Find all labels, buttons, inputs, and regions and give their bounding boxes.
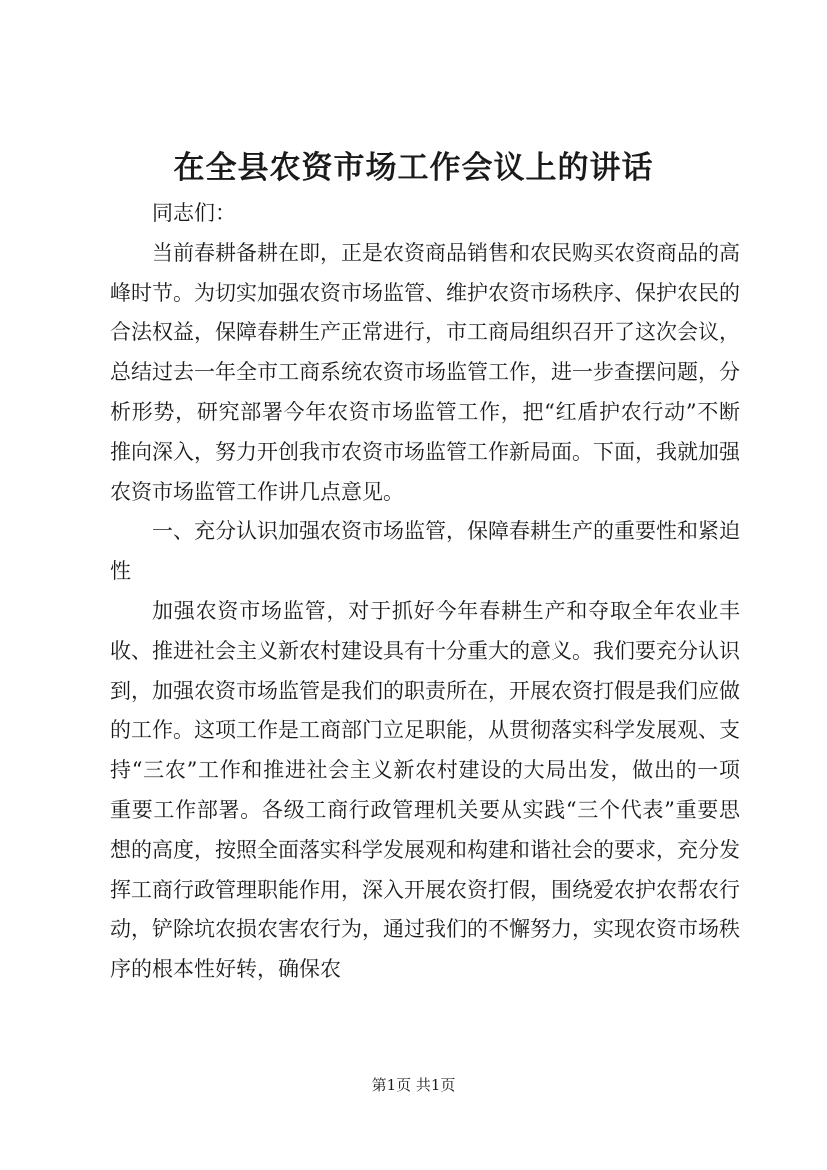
- document-body: [110, 194, 740, 990]
- document-title: 在全县农资市场工作会议上的讲话: [173, 150, 654, 186]
- salutation: 同志们：: [152, 201, 236, 225]
- section-heading-1: 一、充分认识加强农资市场监管，保障春耕生产的重要性和紧迫性: [110, 519, 740, 584]
- paragraph-intro: 当前春耕备耕在即，正是农资商品销售和农民购买农资商品的高峰时节。为切实加强农资市场监管、维护农资市场秩序、保护农民的合法权益，保障春耕生产正常进行，市工商局组织召开了这次会议，总结过去一年全市工商系统农资市场监管工作，进一步查摆问题，分析形势，研究部署今年农资市场监管工作，把“红盾护农行动”不断推向深入，努力开创我市农资市场监管工作新局面。下面，我就加强农资市场监管工作讲几点意见。: [110, 240, 740, 504]
- paragraph-section-1: 加强农资市场监管，对于抓好今年春耕生产和夺取全年农业丰收、推进社会主义新农村建设具有十分重大的意义。我们要充分认识到，加强农资市场监管是我们的职责所在，开展农资打假是我们应做的工作。这项工作是工商部门立足职能，从贯彻落实科学发展观、支持“三农”工作和推进社会主义新农村建设的大局出发，做出的一项重要工作部署。各级工商行政管理机关要从实践“三个代表”重要思想的高度，按照全面落实科学发展观和构建和谐社会的要求，充分发挥工商行政管理职能作用，深入开展农资打假，围绕爱农护农帮农行动，铲除坑农损农害农行为，通过我们的不懈努力，实现农资市场秩序的根本性好转，确保农: [110, 598, 740, 982]
- page-footer: 第1页 共1页: [371, 1076, 456, 1094]
